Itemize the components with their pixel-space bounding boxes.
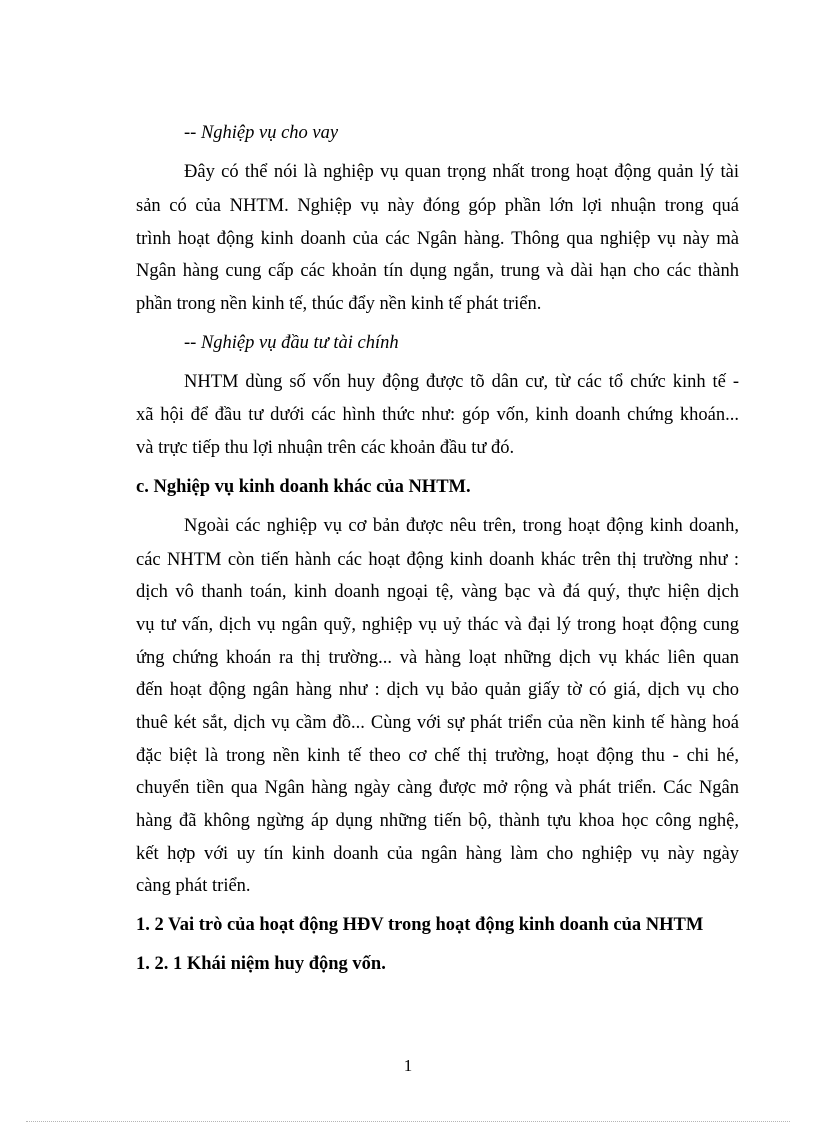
paragraph-line: dịch vô thanh toán, kinh doanh ngoại tệ, vàng bạc và đá quý, thực hiện dịch (136, 582, 739, 602)
section-heading-c: c. Nghiệp vụ kinh doanh khác của NHTM. (136, 477, 471, 497)
sub-heading-loans: -- Nghiệp vụ cho vay (184, 123, 339, 143)
paragraph-line: đến hoạt động ngân hàng như : dịch vụ bảo quản giấy tờ có giá, dịch vụ cho (136, 680, 739, 700)
paragraph-line: hàng đã không ngừng áp dụng những tiến bộ, thành tựu khoa học công nghệ, (136, 811, 739, 831)
section-heading-1-2: 1. 2 Vai trò của hoạt động HĐV trong hoạt động kinh doanh của NHTM (136, 915, 704, 935)
page-bottom-divider (26, 1121, 790, 1122)
paragraph-line: xã hội để đầu tư dưới các hình thức như: góp vốn, kinh doanh chứng khoán... (136, 405, 739, 425)
paragraph-line: NHTM dùng số vốn huy động được tõ dân cư, từ các tổ chức kinh tế - (184, 372, 739, 392)
paragraph-line: Ngoài các nghiệp vụ cơ bản được nêu trên, trong hoạt động kinh doanh, (184, 516, 739, 536)
paragraph-line: Đây có thể nói là nghiệp vụ quan trọng nhất trong hoạt động quản lý tài (184, 162, 739, 182)
paragraph-line: ứng chứng khoán ra thị trường... và hàng loạt những dịch vụ khác liên quan (136, 648, 739, 668)
paragraph-line: và trực tiếp thu lợi nhuận trên các khoản đầu tư đó. (136, 438, 515, 458)
paragraph-line: các NHTM còn tiến hành các hoạt động kinh doanh khác trên thị trường như : (136, 550, 739, 570)
paragraph-line: đặc biệt là trong nền kinh tế theo cơ chế thị trường, hoạt động thu - chi hé, (136, 746, 739, 766)
paragraph-line: vụ tư vấn, dịch vụ ngân quỹ, nghiệp vụ uỷ thác và đại lý trong hoạt động cung (136, 615, 739, 635)
sub-heading-investment: -- Nghiệp vụ đầu tư tài chính (184, 333, 399, 353)
paragraph-line: chuyển tiền qua Ngân hàng ngày càng được mở rộng và phát triển. Các Ngân (136, 778, 739, 798)
page-number: 1 (403, 1056, 413, 1075)
paragraph-line: thuê két sắt, dịch vụ cầm đồ... Cùng với sự phát triển của nền kinh tế hàng hoá (136, 713, 739, 733)
paragraph-line: càng phát triển. (136, 876, 251, 896)
paragraph-line: sản có của NHTM. Nghiệp vụ này đóng góp phần lớn lợi nhuận trong quá (136, 196, 739, 216)
paragraph-line: phần trong nền kinh tế, thúc đẩy nền kinh tế phát triển. (136, 294, 542, 314)
paragraph-line: kết hợp với uy tín kinh doanh của ngân hàng làm cho nghiệp vụ này ngày (136, 844, 739, 864)
section-heading-1-2-1: 1. 2. 1 Khái niệm huy động vốn. (136, 954, 386, 974)
paragraph-line: Ngân hàng cung cấp các khoản tín dụng ngắn, trung và dài hạn cho các thành (136, 261, 739, 281)
paragraph-line: trình hoạt động kinh doanh của các Ngân hàng. Thông qua nghiệp vụ này mà (136, 229, 739, 249)
